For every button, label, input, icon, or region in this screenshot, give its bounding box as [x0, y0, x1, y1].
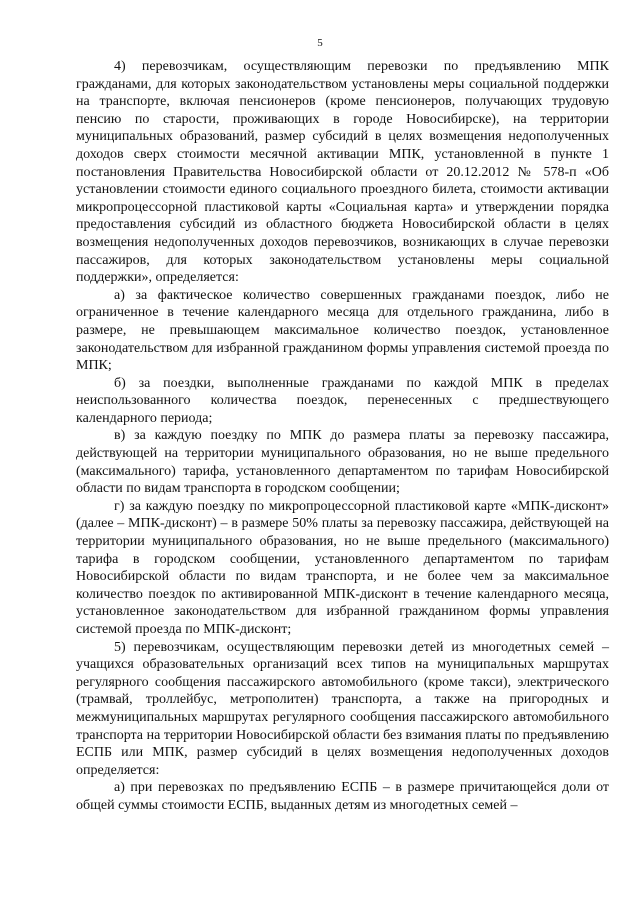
paragraph-item-4: 4) перевозчикам, осуществляющим перевозки по предъявлению МПК гражданами, для которых законодательством установлены меры социальной поддержки на транспорте, включая пенсионеров (кроме пенсионеров, получающих трудовую пенсию по старости, проживающих в городе Новосибирске), на территории муниципальных образований, размер субсидий в целях возмещения недополученных доходов сверх стоимости месячной активации МПК, установленной в пункте 1 постановления Правительства Новосибирской области от 20.12.2012 № 578-п «Об установлении стоимости единого социального проездного билета, стоимости активации микропроцессорной пластиковой карты «Социальная карта» и утверждении порядка предоставления субсидий из областного бюджета Новосибирской области в целях возмещения недополученных доходов перевозчиков, возникающих в случае перевозки пассажиров, для которых законодательством установлены меры социальной поддержки», определяется:	[76, 59, 609, 286]
page-number: 5	[317, 37, 323, 49]
paragraph-subitem-4v: в) за каждую поездку по МПК до размера платы за перевозку пассажира, действующей на территории муниципального образования, но не выше предельного (максимального) тарифа, установленного департаментом по тарифам Новосибирской области по видам транспорта в городском сообщении;	[76, 428, 609, 497]
paragraph-subitem-4g: г) за каждую поездку по микропроцессорной пластиковой карте «МПК-дисконт» (далее – МПК-дисконт) – в размере 50% платы за перевозку пассажира, действующей на территории муниципального образования, но не выше предельного (максимального) тарифа в городском сообщении, установленного департаментом по тарифам Новосибирской области по видам транспорта, и не более чем за максимальное количество поездок по активированной МПК-дисконт в течение календарного месяца, установленное законодательством для избранной гражданином формы управления системой проезда по МПК-дисконт;	[76, 498, 609, 637]
paragraph-subitem-4b: б) за поездки, выполненные гражданами по каждой МПК в пределах неиспользованного количества поездок, перенесенных с предшествующего календарного периода;	[76, 375, 609, 426]
document-body	[76, 58, 609, 815]
paragraph-subitem-5a: а) при перевозках по предъявлению ЕСПБ – в размере причитающейся доли от общей суммы стоимости ЕСПБ, выданных детям из многодетных семей –	[76, 780, 609, 813]
paragraph-item-5: 5) перевозчикам, осуществляющим перевозки детей из многодетных семей – учащихся образовательных организаций всех типов на муниципальных маршрутах регулярного сообщения пассажирского автомобильного (кроме такси), электрического (трамвай, троллейбус, метрополитен) транспорта, а также на пригородных и межмуниципальных маршрутах регулярного сообщения пассажирского автомобильного транспорта на территории Новосибирской области без взимания платы по предъявлению ЕСПБ или МПК, размер субсидий в целях возмещения недополученных доходов определяется:	[76, 639, 609, 778]
paragraph-subitem-4a: а) за фактическое количество совершенных гражданами поездок, либо не ограниченное в течение календарного месяца для отдельного гражданина, либо в размере, не превышающем максимальное количество поездок, установленное законодательством для избранной гражданином формы управления системой проезда по МПК;	[76, 287, 609, 374]
